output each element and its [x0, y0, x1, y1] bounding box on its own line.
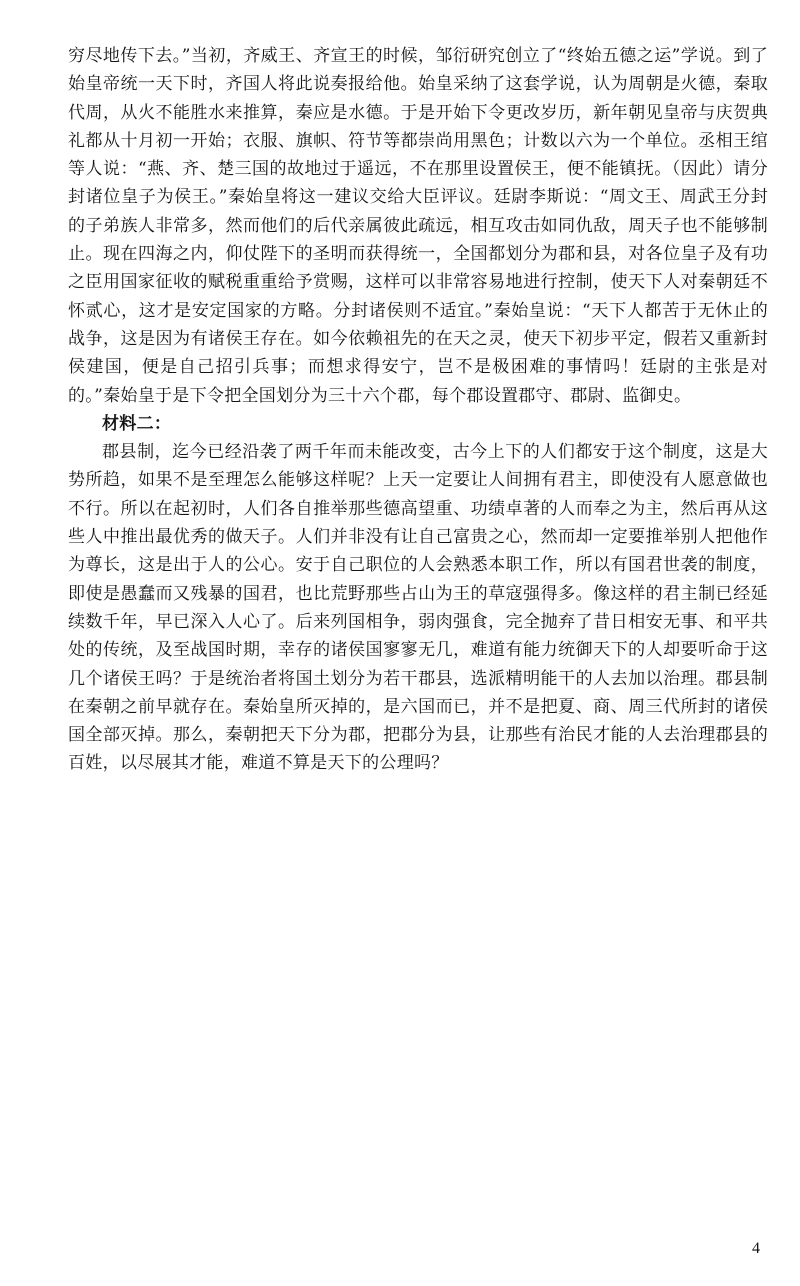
material-two-paragraph: 郡县制，迄今已经沿袭了两千年而未能改变，古今上下的人们都安于这个制度，这是大势所趋，如果不是至理怎么能够这样呢？上天一定要让人间拥有君主，即使没有人愿意做也不行。所以在起初时，人们各自推举那些德高望重、功绩卓著的人而奉之为主，然后再从这些人中推出最优秀的做天子。人们并非没有让自己富贵之心，然而却一定要推举别人把他作为尊长，这是出于人的公心。安于自己职位的人会熟悉本职工作，所以有国君世袭的制度，即使是愚蠢而又残暴的国君，也比荒野那些占山为王的草寇强得多。像这样的君主制已经延续数千年，早已深入人心了。后来列国相争，弱肉强食，完全抛弃了昔日相安无事、和平共处的传统，及至战国时期，幸存的诸侯国寥寥无几，难道有能力统御天下的人却要听命于这几个诸侯王吗？于是统治者将国土划分为若干郡县，选派精明能干的人去加以治理。郡县制在秦朝之前早就存在。秦始皇所灭掉的，是六国而已，并不是把夏、商、周三代所封的诸侯国全部灭掉。那么，秦朝把天下分为郡，把郡分为县，让那些有治民才能的人去治理郡县的百姓，以尽展其才能，难道不算是天下的公理吗？: [68, 442, 768, 774]
page-number: 4: [752, 1240, 760, 1257]
passage-paragraph-continued: 穷尽地传下去。”当初，齐威王、齐宣王的时候，邹衍研究创立了“终始五德之运”学说。到了始皇帝统一天下时，齐国人将此说奏报给他。始皇采纳了这套学说，认为周朝是火德，秦取代周，从火不能胜水来推算，秦应是水德。于是开始下令更改岁历，新年朝见皇帝与庆贺典礼都从十月初一开始；衣服、旗帜、符节等都崇尚用黑色；计数以六为一个单位。丞相王绾等人说：“燕、齐、楚三国的故地过于遥远，不在那里设置侯王，便不能镇抚。（因此）请分封诸位皇子为侯王。”秦始皇将这一建议交给大臣评议。廷尉李斯说：“周文王、周武王分封的子弟族人非常多，然而他们的后代亲属彼此疏远，相互攻击如同仇敌，周天子也不能够制止。现在四海之内，仰仗陛下的圣明而获得统一，全国都划分为郡和县，对各位皇子及有功之臣用国家征收的赋税重重给予赏赐，这样可以非常容易地进行控制，使天下人对秦朝廷不怀贰心，这才是安定国家的方略。分封诸侯则不适宜。”秦始皇说：“天下人都苦于无休止的战争，这是因为有诸侯王存在。如今依赖祖先的在天之灵，使天下初步平定，假若又重新封侯建国，便是自己招引兵事；而想求得安宁，岂不是极困难的事情吗！廷尉的主张是对的。”秦始皇于是下令把全国划分为三十六个郡，每个郡设置郡守、郡尉、监御史。: [68, 46, 768, 406]
material-two-heading: 材料二：: [102, 413, 172, 434]
document-page: [68, 42, 768, 778]
